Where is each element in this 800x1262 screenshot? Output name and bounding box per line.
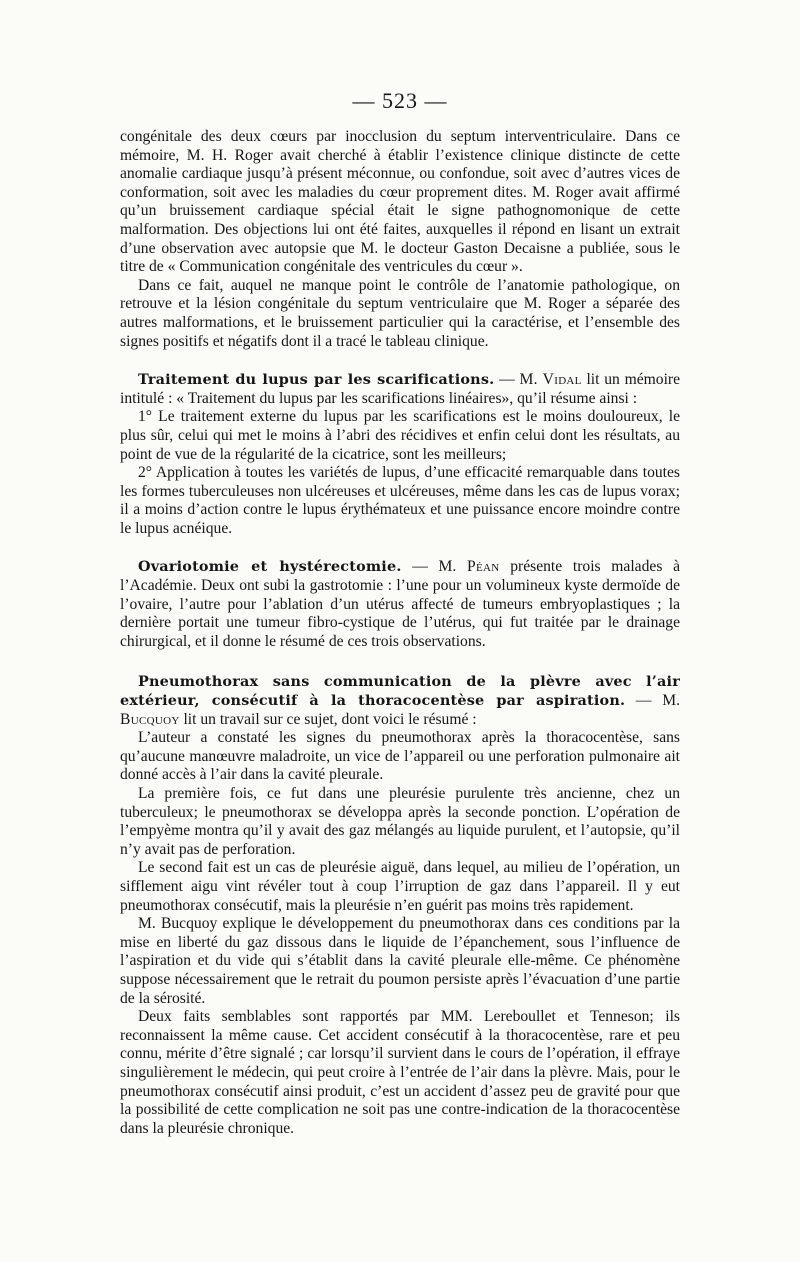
pneumo-paragraph-2: La première fois, ce fut dans une pleurésie purulente très ancienne, chez un tuberculeux; le pneumothorax se développa après la seconde ponction. L’opération de l’empyème montra qu’il y avait des gaz mélangés au liquide purulent, et l’autopsie, qu’il n’y avait pas de perforation. [120,785,680,858]
author-vidal: M. Vidal [519,371,582,389]
section-heading-pneumothorax: Pneumothorax sans communication de la plèvre avec l’air extérieur, consécutif à la thoracocentèse par aspiration. [120,673,680,710]
section-heading-ovariotomie: Ovariotomie et hystérectomie. [138,558,402,576]
paragraph-roger-continued: congénitale des deux cœurs par inocclusion du septum interventriculaire. Dans ce mémoire, M. H. Roger avait cherché à établir l’existence clinique distincte de cette anomalie cardiaque jusqu’à présent méconnue, ou confondue, soit avec d’autres vices de conformation, soit avec les maladies du cœur proprement dites. M. Roger avait affirmé qu’un bruissement cardiaque spécial était le signe pathognomonique de cette malformation. Des objections lui ont été faites, auxquelles il répond en lisant un extrait d’une observation avec autopsie que M. le docteur Gaston Decaisne a publiée, sous le titre de « Communication congénitale des ventricules du cœur ». [120,128,680,276]
section-heading-lupus: Traitement du lupus par les scarifications. [138,371,495,389]
section-ovariotomie [120,558,680,651]
lupus-intro-text: lit un mémoire intitulé : « Traitement du lupus par les scarifications linéaires», qu’il résume ainsi : [120,371,681,407]
pneumo-intro-text: lit un travail sur ce sujet, dont voici le résumé : [179,710,477,728]
lupus-intro-paragraph [120,371,680,408]
ovario-dash: — M. [401,558,468,576]
pneumo-paragraph-5: Deux faits semblables sont rapportés par MM. Lereboullet et Tenneson; ils reconnaissent la même cause. Cet accident consécutif à la thoracocentèse, rare et peu connu, mérite d’être signalé ; car lorsqu’il survient dans le cours de l’opération, il effraye singulièrement le médecin, qui peut croire à l’entrée de l’air dans la plèvre. Mais, pour le pneumothorax consécutif ainsi produit, c’est un accident d’assez peu de gravité pour que la possibilité de cette complication ne soit pas une contre-indication de la thoracocentèse dans la pleurésie chronique. [120,1008,680,1137]
pneumo-paragraph-3: Le second fait est un cas de pleurésie aiguë, dans lequel, au milieu de l’opération, un sifflement aigu vint révéler tout à coup l’irruption de gaz dans l’appareil. Il y eut pneumothorax consécutif, mais la pleurésie n’en guérit pas moins très rapidement. [120,859,680,914]
section-pneumothorax [120,673,680,1138]
page-body [120,128,680,1138]
section-lupus [120,371,680,538]
ovario-text: présente trois malades à l’Académie. Deux ont subi la gastrotomie : l’une pour un volumineux kyste dermoïde de l’ovaire, l’autre pour l’ablation d’un utérus affecté de tumeurs embryoplastiques ; la dernière portait une tumeur fibro-cystique de l’utérus, qui fut traitée par le drainage chirurgical, et il donne le résumé de ces trois observations. [120,558,681,650]
pneumo-intro-paragraph [120,673,680,729]
page-number: — 523 — [352,88,448,113]
author-bucquoy: Bucquoy [120,710,180,728]
paragraph-roger-conclusion: Dans ce fait, auquel ne manque point le contrôle de l’anatomie pathologique, on retrouve et la lésion congénitale du septum ventriculaire que M. Roger a séparée des autres malformations, et le bruissement particulier qui la caractérise, et l’ensemble des signes positifs et négatifs dont il a tracé le tableau clinique. [120,276,680,350]
lupus-dash: — [494,371,520,389]
author-pean: Péan [467,558,500,576]
lupus-point-1: 1° Le traitement externe du lupus par les scarifications est le moins douloureux, le plus sûr, celui qui met le moins à l’abri des récidives et enfin celui dont les résultats, au point de vue de la régularité de la cicatrice, sont les meilleurs; [120,408,680,463]
ovario-paragraph [120,558,680,651]
pneumo-paragraph-1: L’auteur a constaté les signes du pneumothorax après la thoracocentèse, sans qu’aucune manœuvre maladroite, un vice de l’appareil ou une perforation pulmonaire ait donné accès à l’air dans la cavité pleurale. [120,729,680,784]
lupus-point-2: 2° Application à toutes les variétés de lupus, d’une efficacité remarquable dans toutes les formes tuberculeuses non ulcéreuses et ulcéreuses, même dans les cas de lupus vorax; il a moins d’action contre le lupus érythémateux et une puissance encore moindre contre le lupus acnéique. [120,464,680,537]
pneumo-dash: — M. [625,692,680,710]
pneumo-paragraph-4: M. Bucquoy explique le développement du pneumothorax dans ces conditions par la mise en liberté du gaz dissous dans le liquide de l’épanchement, sous l’influence de l’aspiration et du vide qui s’établit dans la cavité pleurale elle-même. Ce phénomène suppose nécessairement que le retrait du poumon persiste après l’évacuation d’une partie de la sérosité. [120,915,680,1007]
